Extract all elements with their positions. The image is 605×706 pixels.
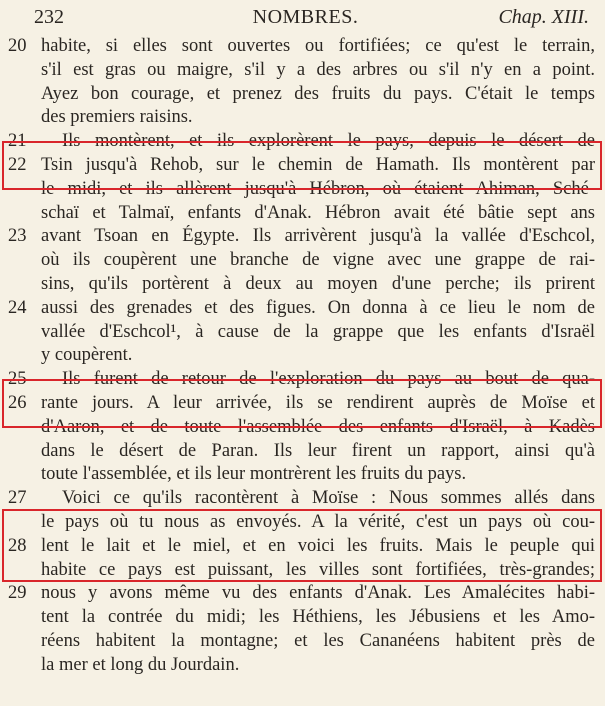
text-line — [0, 59, 605, 83]
text-line — [0, 463, 605, 487]
line-text: tent la contrée du midi; les Héthiens, les Jébusiens et les Amo- — [41, 607, 595, 628]
line-text: habite, si elles sont ouvertes ou fortifiées; ce qu'est le terrain, — [41, 36, 595, 56]
line-text: nous y avons même vu des enfants d'Anak. Les Amalécites habi- — [41, 583, 595, 604]
running-head: NOMBRES. — [252, 6, 359, 28]
line-text: s'il est gras ou maigre, s'il y a des arbres ou s'il n'y en a point. — [41, 59, 595, 80]
text-line — [0, 368, 605, 392]
text-line — [0, 154, 605, 178]
text-line — [0, 202, 605, 226]
verse-number: 20 — [8, 36, 27, 56]
text-line — [0, 654, 605, 678]
line-text: où ils coupèrent une branche de vigne avec une grappe de rai- — [41, 250, 595, 271]
text-line — [0, 225, 605, 249]
line-text: Voici ce qu'ils racontèrent à Moïse : Nous sommes allés dans — [62, 488, 595, 509]
text-line — [0, 321, 605, 345]
text-line — [0, 130, 605, 154]
text-line — [0, 249, 605, 273]
line-text: avant Tsoan en Égypte. Ils arrivèrent jusqu'à la vallée d'Eschcol, — [41, 226, 595, 247]
line-text: habite ce pays est puissant, les villes sont fortifiées, très-grandes; — [41, 559, 595, 580]
chapter-label: Chap. XIII. — [498, 6, 589, 28]
text-line — [0, 297, 605, 321]
text-line — [0, 582, 605, 606]
text-line — [0, 535, 605, 559]
verse-number: 27 — [8, 488, 27, 509]
line-text: la mer et long du Jourdain. — [41, 654, 240, 675]
line-text: le pays où tu nous as envoyés. A la vérité, c'est un pays où cou- — [41, 511, 595, 532]
text-line — [0, 487, 605, 511]
line-text: y coupèrent. — [41, 345, 133, 366]
text-line — [0, 440, 605, 464]
text-line — [0, 83, 605, 107]
verse-number: 25 — [8, 369, 27, 390]
verse-number: 24 — [8, 297, 27, 318]
verse-number: 22 — [8, 154, 27, 175]
verse-number: 23 — [8, 226, 27, 247]
verse-number: 29 — [8, 583, 27, 604]
verse-number: 28 — [8, 535, 27, 556]
line-text: le midi, et ils allèrent jusqu'à Hébron, où étaient Ahiman, Sché- — [41, 178, 595, 199]
line-text: Ils montèrent, et ils explorèrent le pays, depuis le désert de — [62, 131, 595, 152]
text-line — [0, 392, 605, 416]
text-line — [0, 416, 605, 440]
line-text: dans le désert de Paran. Ils leur firent un rapport, ainsi qu'à — [41, 440, 595, 461]
text-line — [0, 35, 605, 59]
text-line — [0, 630, 605, 654]
page-header — [18, 2, 593, 32]
line-text: schaï et Talmaï, enfants d'Anak. Hébron avait été bâtie sept ans — [41, 202, 595, 223]
text-line — [0, 511, 605, 535]
text-line — [0, 106, 605, 130]
line-text: des premiers raisins. — [41, 107, 193, 128]
text-line — [0, 178, 605, 202]
line-text: vallée d'Eschcol¹, à cause de la grappe que les enfants d'Israël — [41, 321, 595, 342]
text-body — [0, 35, 605, 678]
line-text: réens habitent la montagne; et les Cananéens habitent près de — [41, 630, 595, 651]
line-text: Ayez bon courage, et prenez des fruits du pays. C'était le temps — [41, 83, 595, 104]
line-text: d'Aaron, et de toute l'assemblée des enfants d'Israël, à Kadès — [41, 416, 595, 437]
line-text: sins, qu'ils portèrent à deux au moyen d'une perche; ils prirent — [41, 273, 595, 294]
line-text: Tsin jusqu'à Rehob, sur le chemin de Hamath. Ils montèrent par — [41, 154, 595, 175]
verse-number: 26 — [8, 392, 27, 413]
line-text: Ils furent de retour de l'exploration du pays au bout de qua- — [62, 369, 595, 390]
text-line — [0, 559, 605, 583]
line-text: rante jours. A leur arrivée, ils se rendirent auprès de Moïse et — [41, 392, 595, 413]
text-line — [0, 344, 605, 368]
text-line — [0, 606, 605, 630]
page-number: 232 — [34, 6, 64, 28]
verse-number: 21 — [8, 131, 27, 152]
line-text: lent le lait et le miel, et en voici les fruits. Mais le peuple qui — [41, 535, 595, 556]
line-text: aussi des grenades et des figues. On donna à ce lieu le nom de — [41, 297, 595, 318]
text-line — [0, 273, 605, 297]
line-text: toute l'assemblée, et ils leur montrèrent les fruits du pays. — [41, 464, 467, 485]
